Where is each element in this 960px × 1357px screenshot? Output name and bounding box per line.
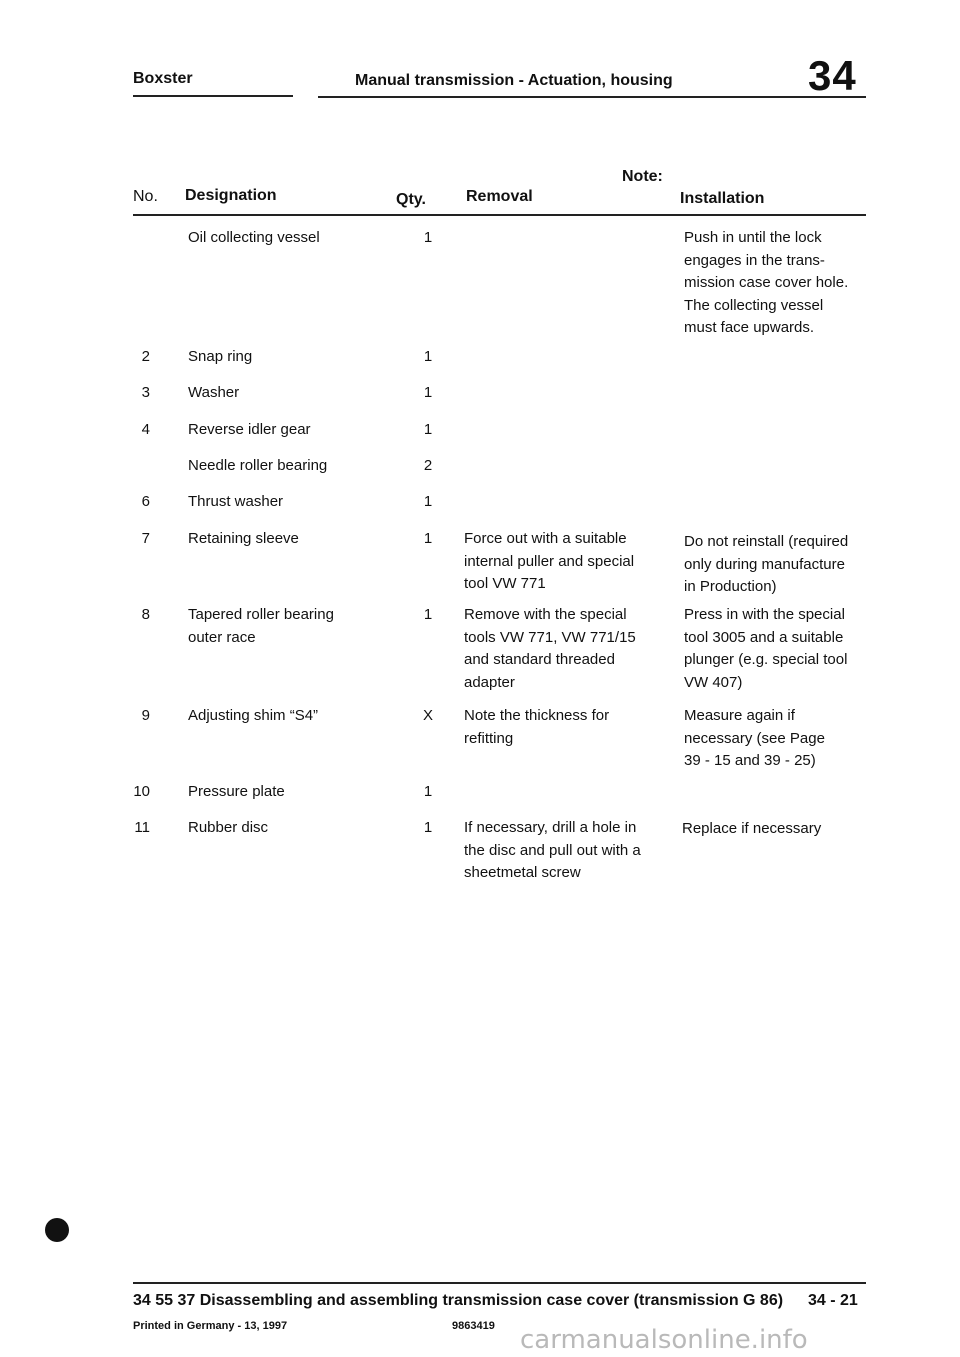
col-header-removal: Removal xyxy=(466,188,533,205)
binder-hole xyxy=(45,1218,69,1242)
footer-code: 9863419 xyxy=(452,1320,495,1332)
installation-line: Push in until the lock xyxy=(684,229,822,246)
footer-printed: Printed in Germany - 13, 1997 xyxy=(133,1320,288,1332)
row-designation xyxy=(188,604,373,649)
watermark: carmanualsonline.info xyxy=(520,1325,808,1355)
row-no: 7 xyxy=(141,530,150,547)
removal-line: refitting xyxy=(464,729,514,747)
row-designation: Retaining sleeve xyxy=(188,530,299,547)
removal-line: If necessary, drill a hole in xyxy=(464,819,637,836)
row-qty: 1 xyxy=(423,229,433,246)
installation-line: Measure again if xyxy=(684,707,795,724)
row-qty: 1 xyxy=(423,421,433,438)
row-installation xyxy=(684,604,874,694)
col-header-designation: Designation xyxy=(185,187,277,204)
row-no: 11 xyxy=(134,819,150,836)
col-header-qty: Qty. xyxy=(396,191,426,208)
row-designation: Rubber disc xyxy=(188,819,269,836)
row-no: 2 xyxy=(141,348,150,365)
col-header-installation: Installation xyxy=(680,190,765,207)
row-no: 4 xyxy=(141,421,150,438)
removal-line: and standard threaded xyxy=(464,651,615,668)
footer-page-number: 34 - 21 xyxy=(808,1292,858,1309)
row-installation xyxy=(684,531,874,599)
row-qty: 1 xyxy=(423,530,433,547)
row-qty: 1 xyxy=(423,348,433,365)
row-designation: Needle roller bearing xyxy=(188,457,328,474)
row-installation xyxy=(684,227,874,340)
removal-line: adapter xyxy=(464,673,515,691)
installation-line: in Production) xyxy=(684,578,777,595)
row-designation: Reverse idler gear xyxy=(188,421,311,438)
removal-line: Note the thickness for xyxy=(464,707,610,724)
header-model: Boxster xyxy=(133,70,193,87)
installation-line: Press in with the special xyxy=(684,606,845,623)
note-label: Note: xyxy=(622,168,663,185)
row-qty: 1 xyxy=(423,819,433,836)
row-qty: 1 xyxy=(423,384,433,401)
row-designation: Washer xyxy=(188,384,240,401)
installation-line: engages in the trans- xyxy=(684,251,825,269)
removal-line: the disc and pull out with a xyxy=(464,841,641,859)
row-no: 3 xyxy=(141,384,150,401)
row-designation: Snap ring xyxy=(188,348,253,365)
row-no: 8 xyxy=(141,606,150,623)
footer-rule xyxy=(133,1282,866,1284)
footer-title: 34 55 37 Disassembling and assembling transmission case cover (transmission G 86) xyxy=(133,1292,784,1309)
designation-line: Tapered roller bearing xyxy=(188,606,334,623)
removal-line: Force out with a suitable xyxy=(464,530,627,547)
installation-line: must face upwards. xyxy=(684,319,815,336)
row-no: 10 xyxy=(133,783,150,800)
removal-line: sheetmetal screw xyxy=(464,864,581,881)
row-removal xyxy=(464,604,664,694)
row-removal xyxy=(464,528,664,596)
header-section-title: Manual transmission - Actuation, housing xyxy=(355,72,673,89)
header-rule-left xyxy=(133,95,293,97)
row-qty: 1 xyxy=(423,783,433,800)
designation-line: outer race xyxy=(188,628,256,646)
row-no: 9 xyxy=(141,707,150,724)
header-group-number: 34 xyxy=(808,52,857,99)
row-removal xyxy=(464,705,664,750)
removal-line: internal puller and special xyxy=(464,552,635,570)
row-designation: Adjusting shim “S4” xyxy=(188,707,319,724)
table-header-rule xyxy=(133,214,866,216)
row-designation: Pressure plate xyxy=(188,783,285,800)
row-installation xyxy=(684,705,874,773)
col-header-no: No. xyxy=(133,188,158,205)
installation-line: 39 - 15 and 39 - 25) xyxy=(684,752,816,769)
header-rule-right xyxy=(318,96,866,98)
row-designation: Thrust washer xyxy=(188,493,284,510)
row-qty: 1 xyxy=(423,493,433,510)
installation-line: plunger (e.g. special tool xyxy=(684,651,848,668)
installation-line: VW 407) xyxy=(684,673,743,691)
installation-line: The collecting vessel xyxy=(684,296,824,314)
installation-line: tool 3005 and a suitable xyxy=(684,628,844,646)
removal-line: Remove with the special xyxy=(464,606,627,623)
installation-line: necessary (see Page xyxy=(684,729,825,747)
row-qty: 2 xyxy=(423,457,433,474)
row-installation: Replace if necessary xyxy=(682,820,822,837)
removal-line: tools VW 771, VW 771/15 xyxy=(464,628,636,646)
installation-line: Do not reinstall (required xyxy=(684,533,849,550)
row-qty: X xyxy=(422,707,433,724)
row-qty: 1 xyxy=(423,606,433,623)
installation-line: mission case cover hole. xyxy=(684,274,849,291)
installation-line: only during manufacture xyxy=(684,555,845,573)
removal-line: tool VW 771 xyxy=(464,575,546,592)
row-no: 6 xyxy=(141,493,150,510)
row-designation: Oil collecting vessel xyxy=(188,229,320,246)
row-removal xyxy=(464,817,664,885)
